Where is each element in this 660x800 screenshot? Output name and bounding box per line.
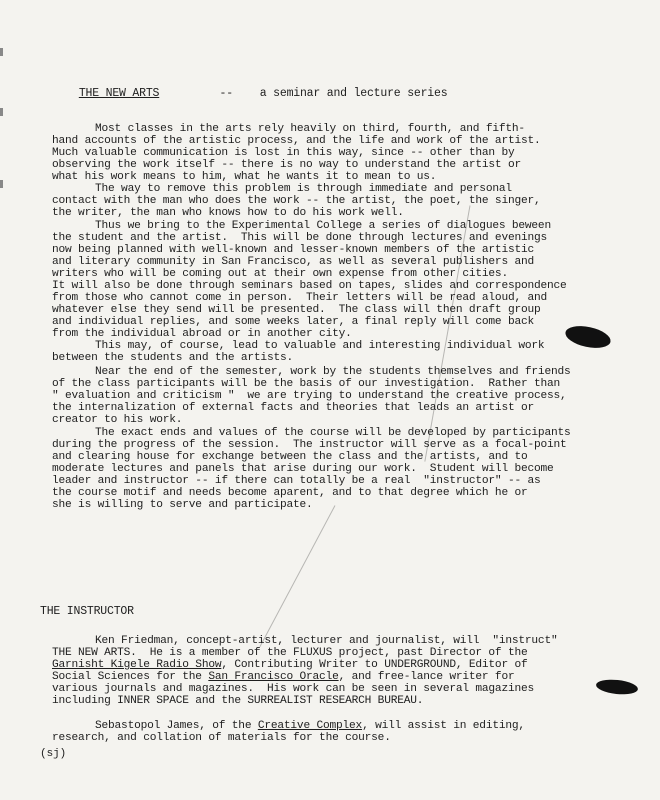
- body-line: the internalization of external facts and theories that leads an artist or: [52, 402, 535, 414]
- body-line: Most classes in the arts rely heavily on third, fourth, and fifth-: [95, 123, 525, 135]
- body-line: observing the work itself -- there is no way to understand the artist or: [52, 159, 521, 171]
- instructor-line: Garnisht Kigele Radio Show, Contributing Writer to UNDERGROUND, Editor of: [52, 659, 528, 671]
- body-line: Thus we bring to the Experimental College a series of dialogues beween: [95, 220, 551, 232]
- body-line: The exact ends and values of the course will be developed by participants: [95, 427, 571, 439]
- body-line: of the class participants will be the basis of our investigation. Rather than: [52, 378, 561, 390]
- body-line: and clearing house for exchange between the class and the artists, and to: [52, 451, 528, 463]
- body-line: whatever else they send will be presented. The class will then draft group: [52, 304, 541, 316]
- instructor-line: Social Sciences for the San Francisco Oracle, and free-lance writer for: [52, 671, 515, 683]
- body-line: the writer, the man who knows how to do his work well.: [52, 207, 404, 219]
- instructor-line: Ken Friedman, concept-artist, lecturer and journalist, will "instruct": [95, 635, 558, 647]
- body-line: what his work means to him, what he wants it to mean to us.: [52, 171, 437, 183]
- ink-blot: [595, 678, 638, 696]
- body-line: leader and instructor -- if there can totally be a real "instructor" -- as: [52, 475, 541, 487]
- ink-blot: [563, 322, 612, 351]
- body-line: between the students and the artists.: [52, 352, 294, 364]
- body-line: The way to remove this problem is through immediate and personal: [95, 183, 512, 195]
- assistant-line: Sebastopol James, of the Creative Complex, will assist in editing,: [95, 720, 525, 732]
- body-line: the course motif and needs become aparent, and to that degree which he or: [52, 487, 528, 499]
- body-line: the student and the artist. This will be done through lectures and evenings: [52, 232, 548, 244]
- body-line: contact with the man who does the work -- the artist, the poet, the singer,: [52, 195, 541, 207]
- body-line: from the individual abroad or in another city.: [52, 328, 352, 340]
- body-line: creator to his work.: [52, 414, 183, 426]
- body-line: moderate lectures and panels that arise during our work. Student will become: [52, 463, 554, 475]
- instructor-heading: THE INSTRUCTOR: [40, 605, 134, 618]
- body-line: she is willing to serve and participate.: [52, 499, 313, 511]
- body-line: during the progress of the session. The instructor will serve as a focal-point: [52, 439, 567, 451]
- instructor-line: various journals and magazines. His work can be seen in several magazines: [52, 683, 535, 695]
- edge-mark: [0, 108, 3, 116]
- oracle-name: San Francisco Oracle: [208, 671, 339, 683]
- author-initials: (sj): [40, 748, 67, 760]
- body-line: This may, of course, lead to valuable and interesting individual work: [95, 340, 545, 352]
- document-title: THE NEW ARTS: [78, 87, 160, 100]
- paper-crease: [259, 505, 335, 647]
- header-dash: --: [219, 87, 233, 100]
- document-subtitle: a seminar and lecture series: [259, 87, 448, 100]
- body-line: Near the end of the semester, work by the students themselves and friends: [95, 366, 571, 378]
- header-line: [52, 76, 447, 112]
- body-line: and literary community in San Francisco, as well as several publishers and: [52, 256, 535, 268]
- body-line: " evaluation and criticism " we are trying to understand the creative process,: [52, 390, 567, 402]
- body-line: It will also be done through seminars based on tapes, slides and correspondence: [52, 280, 567, 292]
- body-line: hand accounts of the artistic process, and the life and work of the artist.: [52, 135, 541, 147]
- edge-mark: [0, 180, 3, 188]
- body-line: now being planned with well-known and lesser-known members of the artistic: [52, 244, 535, 256]
- body-line: and individual replies, and some weeks later, a final reply will come back: [52, 316, 535, 328]
- creative-complex-name: Creative Complex: [257, 720, 363, 732]
- radio-show-name: Garnisht Kigele Radio Show: [52, 659, 222, 671]
- body-line: from those who cannot come in person. Their letters will be read aloud, and: [52, 292, 548, 304]
- body-line: Much valuable communication is lost in this way, since -- other than by: [52, 147, 515, 159]
- assistant-line: research, and collation of materials for the course.: [52, 732, 391, 744]
- edge-mark: [0, 48, 3, 56]
- instructor-line: THE NEW ARTS. He is a member of the FLUXUS project, past Director of the: [52, 647, 528, 659]
- instructor-line: including INNER SPACE and the SURREALIST RESEARCH BUREAU.: [52, 695, 424, 707]
- body-line: writers who will be coming out at their own expense from other cities.: [52, 268, 508, 280]
